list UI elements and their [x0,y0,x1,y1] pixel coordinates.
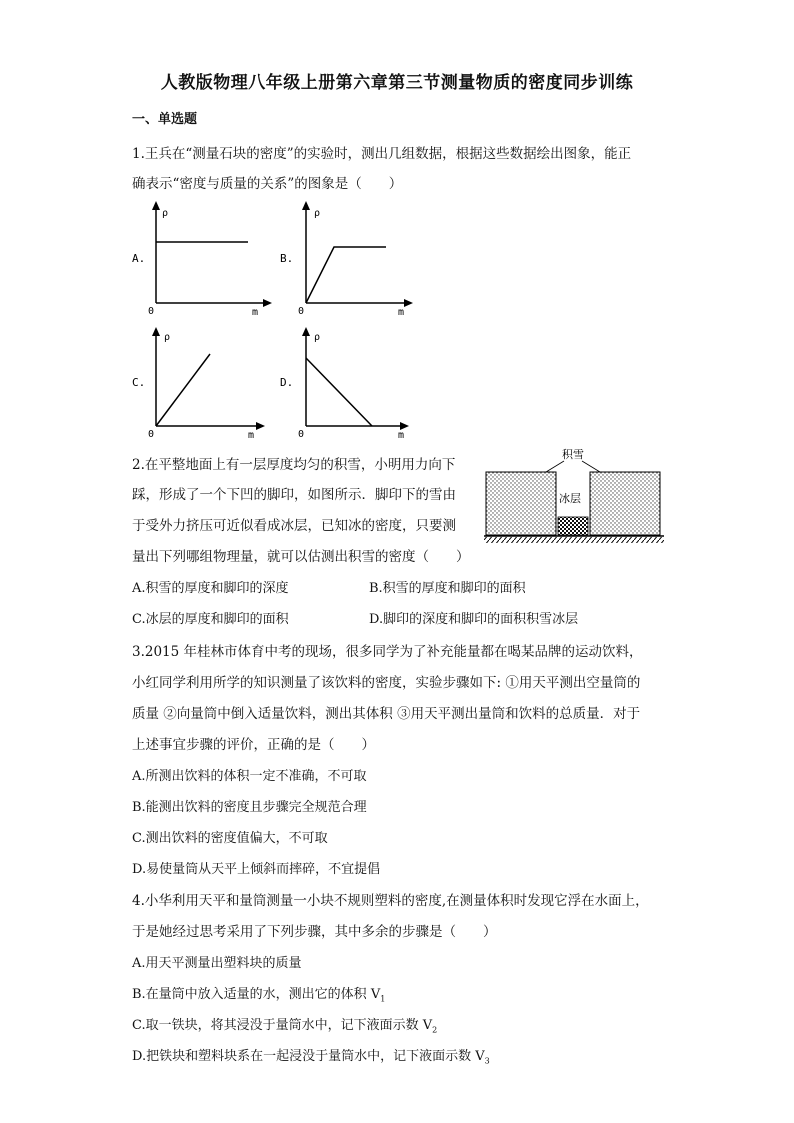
q4-option-c[interactable] [132,1014,437,1035]
graph-b-origin: 0 [298,306,305,317]
section-heading: 一、单选题 [132,112,198,127]
graph-c-x-label: m [248,430,255,441]
q2-option-d[interactable]: D.脚印的深度和脚印的面积积雪冰层 [369,612,579,627]
q2-text-line-1: 2.在平整地面上有一层厚度均匀的积雪，小明用力向下 [132,457,456,473]
q1-text-line-1: 1.王兵在“测量石块的密度”的实验时，测出几组数据，根据这些数据绘出图象，能正 [132,146,632,162]
q2-option-c[interactable]: C.冰层的厚度和脚印的面积 [132,612,289,627]
q3-text-line-3: 质量 ②向量筒中倒入适量饮料，测出其体积 ③用天平测出量筒和饮料的总质量．对于 [132,706,641,722]
graph-a[interactable] [132,198,282,320]
graph-b-curve [306,247,386,303]
graph-b-y-label: ρ [314,208,321,219]
ice-label: 冰层 [559,492,581,505]
q3-option-b[interactable]: B.能测出饮料的密度且步骤完全规范合理 [132,800,367,815]
graph-d-curve [306,358,372,426]
q4-option-c-sub: 2 [432,1025,438,1035]
graph-c-label: C. [132,376,146,389]
graph-b-x-label: m [398,307,405,318]
graph-a-origin: 0 [148,306,155,317]
q4-text-line-1: 4.小华利用天平和量筒测量一小块不规则塑料的密度,在测量体积时发现它浮在水面上， [132,893,649,909]
graph-c-curve [156,354,210,426]
ice-layer-block [558,517,588,535]
graph-d-label: D. [280,376,294,389]
q3-option-c[interactable]: C.测出饮料的密度值偏大，不可取 [132,831,328,846]
q3-option-a[interactable]: A.所测出饮料的体积一定不准确，不可取 [132,769,367,784]
q4-text-line-2: 于是她经过思考采用了下列步骤，其中多余的步骤是（ ） [132,924,497,940]
graph-d[interactable] [280,322,430,444]
q4-option-c-text: C.取一铁块，将其浸没于量筒水中，记下液面示数 V [132,1018,433,1033]
page-title: 人教版物理八年级上册第六章第三节测量物质的密度同步训练 [160,73,634,93]
snow-layer-left [486,472,556,535]
q4-option-b-text: B.在量筒中放入适量的水，测出它的体积 V [132,987,381,1002]
q3-option-d[interactable]: D.易使量筒从天平上倾斜而摔碎，不宜提倡 [132,862,381,877]
graph-c[interactable] [132,322,282,444]
q4-option-d[interactable] [132,1045,490,1066]
q3-text-line-2: 小红同学利用所学的知识测量了该饮料的密度，实验步骤如下: ①用天平测出空量筒的 [132,675,641,691]
graph-a-label: A. [132,252,146,265]
q4-option-b-sub: 1 [380,994,386,1004]
graph-d-x-label: m [398,430,405,441]
q2-option-b[interactable]: B.积雪的厚度和脚印的面积 [369,581,526,596]
graph-d-origin: 0 [298,429,305,440]
q4-option-d-sub: 3 [484,1056,490,1066]
graph-b-label: B. [280,252,294,265]
q4-option-d-text: D.把铁块和塑料块系在一起浸没于量筒水中，记下液面示数 V [132,1049,485,1064]
q2-text-line-4: 量出下列哪组物理量，就可以估测出积雪的密度（ ） [132,549,470,565]
q2-text-line-3: 于受外力挤压可近似看成冰层，已知冰的密度，只要测 [132,518,456,534]
snow-layer-right [590,472,660,535]
q2-option-a[interactable]: A.积雪的厚度和脚印的深度 [132,581,289,596]
graph-b[interactable] [280,198,430,320]
graph-a-x-label: m [252,307,259,318]
snow-footprint-figure [484,444,664,552]
snow-label: 积雪 [562,448,584,461]
q2-text-line-2: 踩，形成了一个下凹的脚印，如图所示．脚印下的雪由 [132,487,456,503]
q3-text-line-4: 上述事宜步骤的评价，正确的是（ ） [132,737,375,753]
q3-text-line-1: 3.2015 年桂林市体育中考的现场，很多同学为了补充能量都在喝某品牌的运动饮料， [132,644,643,660]
graph-d-y-label: ρ [314,332,321,343]
q1-text-line-2: 确表示“密度与质量的关系”的图象是（ ） [132,176,403,192]
q4-option-a[interactable]: A.用天平测量出塑料块的质量 [132,956,302,971]
graph-c-origin: 0 [148,429,155,440]
q4-option-b[interactable] [132,983,385,1004]
graph-c-y-label: ρ [164,332,171,343]
graph-a-y-label: ρ [162,208,169,219]
